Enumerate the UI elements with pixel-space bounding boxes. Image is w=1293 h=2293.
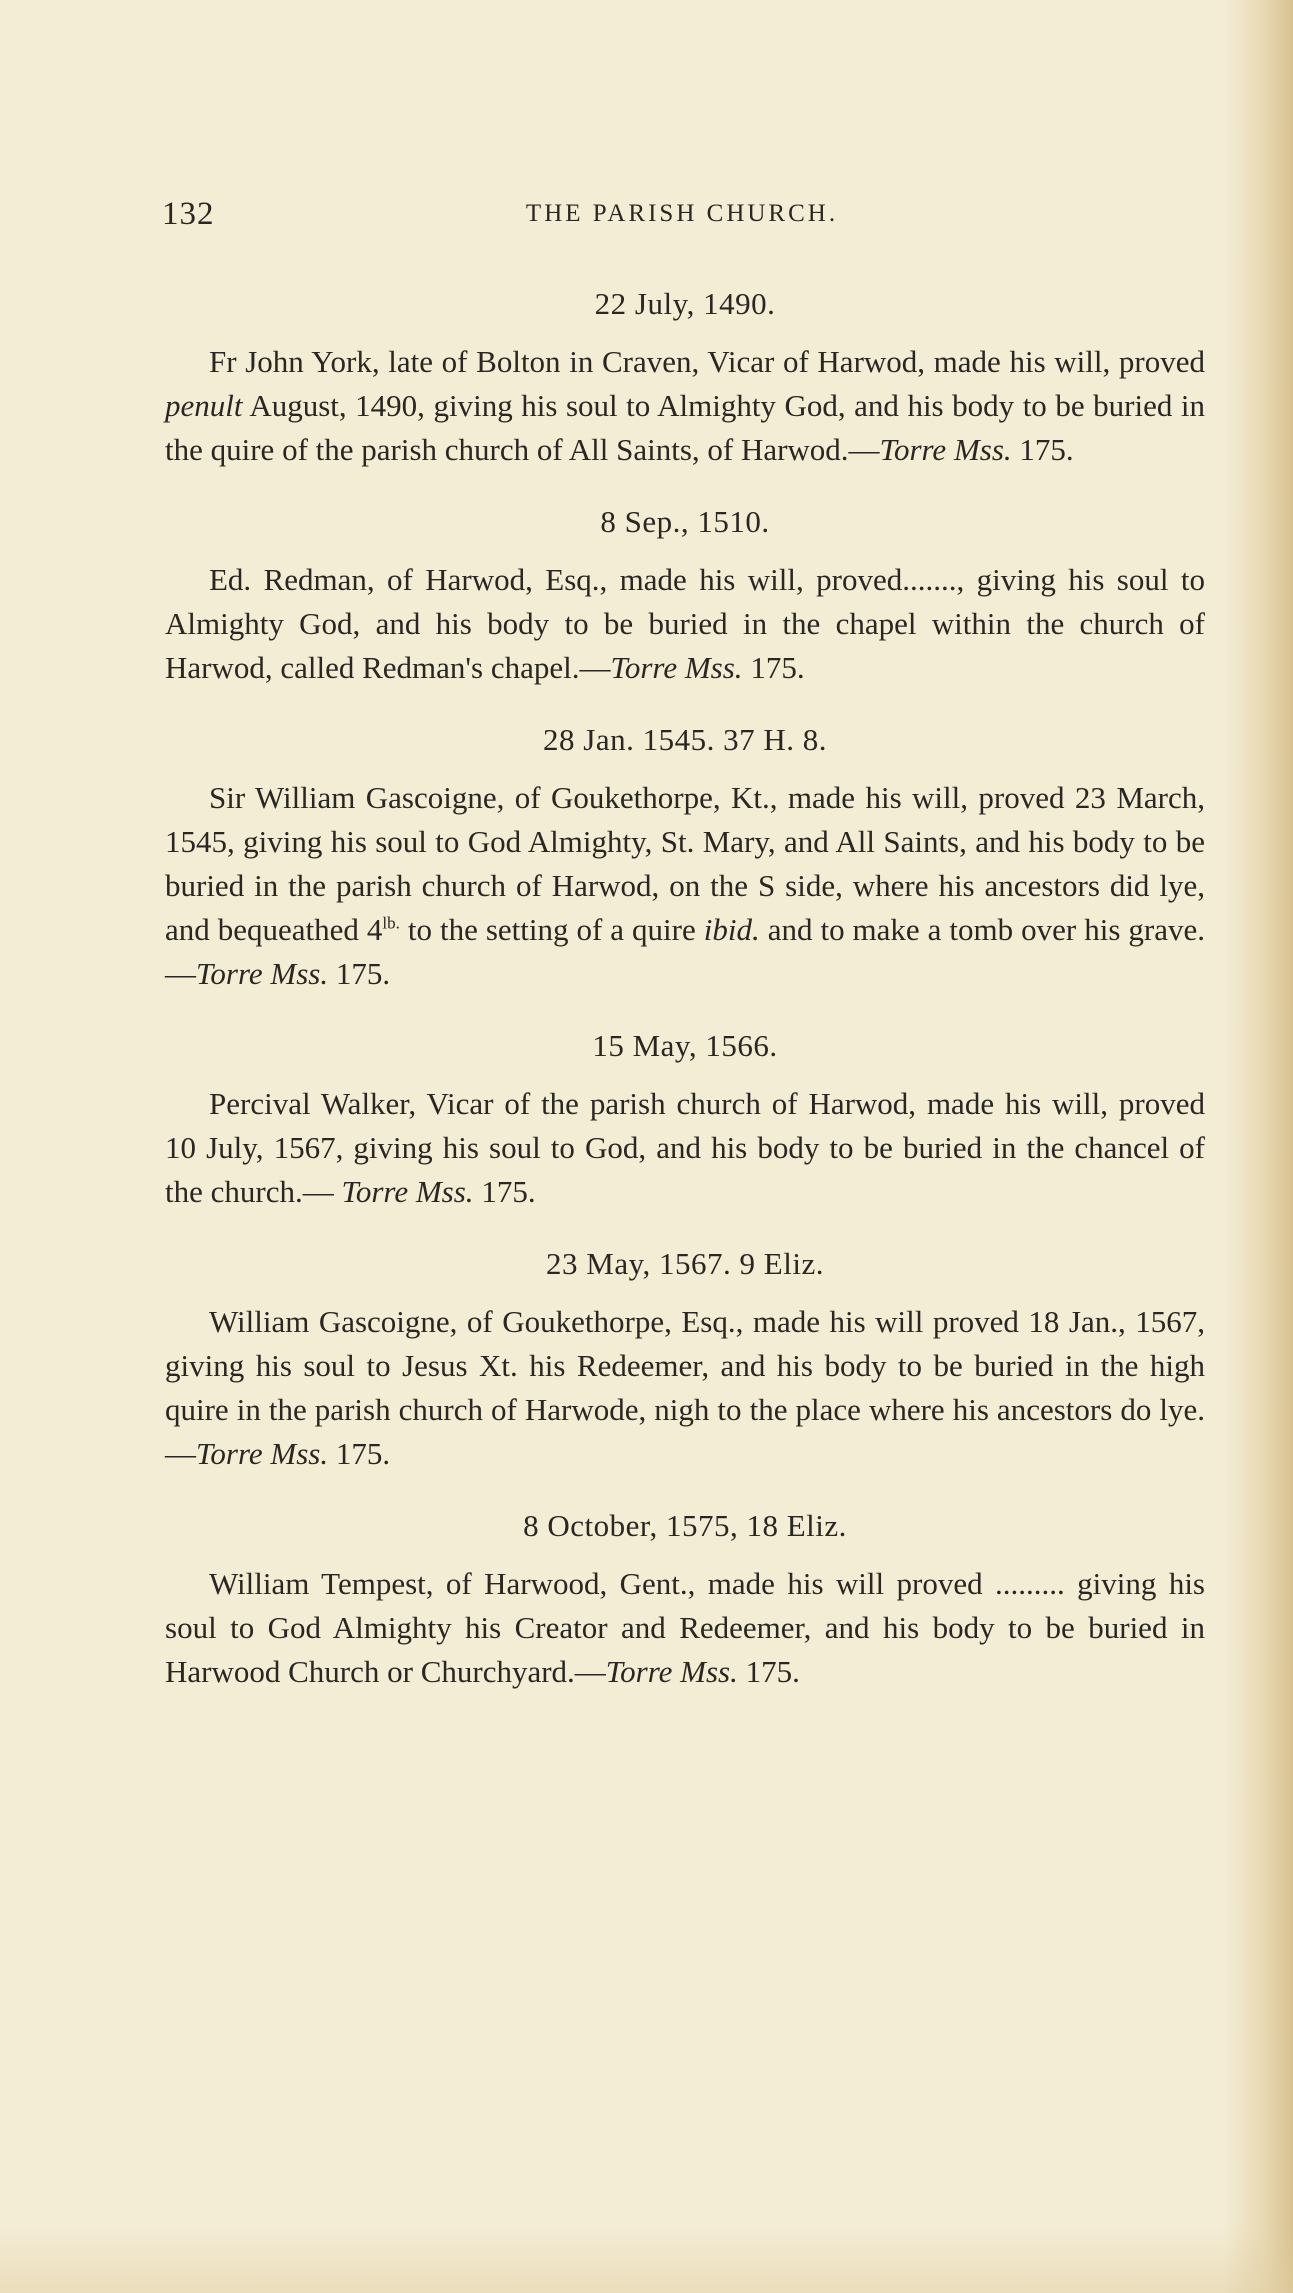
italic-text: penult — [165, 388, 243, 423]
body-text: Ed. Redman, of Harwod, Esq., made his will, proved......., giving his soul to Almighty God, and his body to be buried in the chapel within the church of Harwod, called Redman's chapel.— — [165, 562, 1205, 685]
body-text: 175. — [328, 956, 391, 991]
italic-text: Torre Mss. — [879, 432, 1012, 467]
running-head — [162, 196, 1202, 240]
body-text: 175. — [473, 1174, 536, 1209]
body-text: Fr John York, late of Bolton in Craven, Vicar of Harwod, made his will, proved — [209, 344, 1205, 379]
entry-text — [165, 1562, 1205, 1694]
body-text: Percival Walker, Vicar of the parish church of Harwod, made his will, proved 10 July, 1567, giving his soul to God, and his body to be buried in the chancel of the church.— — [165, 1086, 1205, 1209]
entry-text — [165, 340, 1205, 472]
body-text: 175. — [742, 650, 805, 685]
italic-text: Torre Mss. — [196, 1436, 329, 1471]
italic-text: Torre Mss. — [610, 650, 743, 685]
running-head-title: THE PARISH CHURCH. — [525, 200, 839, 227]
body-text: William Tempest, of Harwood, Gent., made his will proved ......... giving his soul to God Almighty his Creator and Redeemer, and his body to be buried in Harwood Church or Churchyard.— — [165, 1566, 1205, 1689]
entry-date: 28 Jan. 1545. 37 H. 8. — [543, 722, 827, 757]
entry-text — [165, 776, 1205, 996]
entry-date: 15 May, 1566. — [592, 1028, 778, 1063]
page-number: 132 — [162, 196, 215, 232]
body-text: 175. — [737, 1654, 800, 1689]
italic-text: Torre Mss. — [605, 1654, 738, 1689]
body-text: Sir William Gascoigne, of Goukethorpe, Kt., made his will, proved 23 March, 1545, giving his soul to God Almighty, St. Mary, and All Saints, and his body to be buried in the parish church of Harwod, on the S side, where his ancestors did lye, and bequeathed 4 — [165, 780, 1205, 947]
body-text: August, 1490, giving his soul to Almighty God, and his body to be buried in the quire of the parish church of All Saints, of Harwod.— — [165, 388, 1205, 467]
page-edge-shadow — [1223, 0, 1293, 2293]
body-text: William Gascoigne, of Goukethorpe, Esq., made his will proved 18 Jan., 1567, giving his soul to Jesus Xt. his Redeemer, and his body to be buried in the high quire in the parish church of Harwode, nigh to the place where his ancestors do lye.— — [165, 1304, 1205, 1471]
entry-date: 8 Sep., 1510. — [600, 504, 770, 539]
italic-text: ibid. — [703, 912, 760, 947]
entry-date: 23 May, 1567. 9 Eliz. — [546, 1246, 824, 1281]
entry-text — [165, 558, 1205, 690]
page-bottom-shadow — [0, 2223, 1293, 2293]
superscript-text: lb. — [382, 913, 400, 933]
entry-date: 8 October, 1575, 18 Eliz. — [523, 1508, 847, 1543]
entry-text — [165, 1082, 1205, 1214]
italic-text: Torre Mss. — [196, 956, 329, 991]
italic-text: Torre Mss. — [341, 1174, 474, 1209]
entry-date: 22 July, 1490. — [594, 286, 776, 321]
entry-text — [165, 1300, 1205, 1476]
page-content — [165, 282, 1205, 1722]
body-text: 175. — [1011, 432, 1074, 467]
body-text: to the setting of a quire — [399, 912, 704, 947]
body-text: 175. — [328, 1436, 391, 1471]
body-text: and to make a tomb over his grave.— — [165, 912, 1205, 991]
